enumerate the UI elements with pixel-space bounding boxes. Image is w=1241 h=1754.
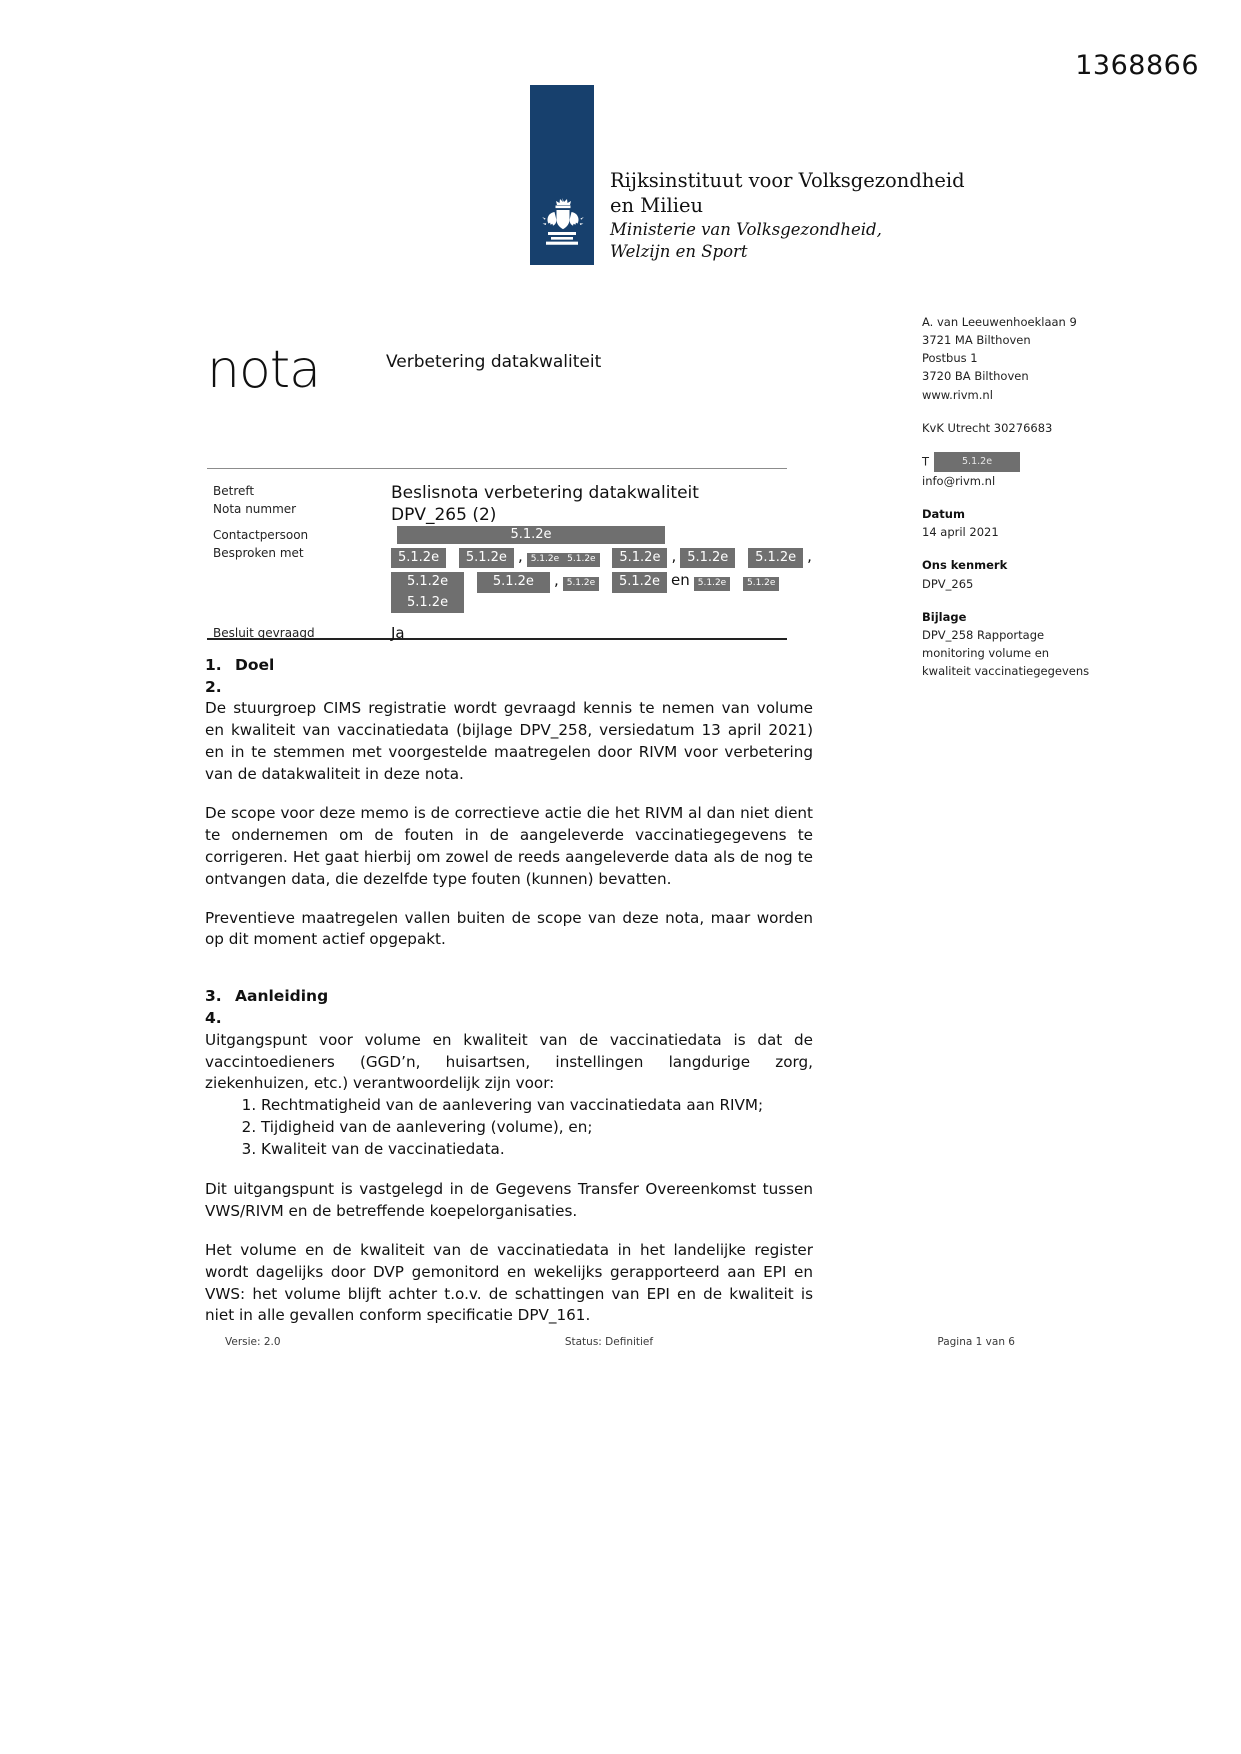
paragraph-4: Uitgangspunt voor volume en kwaliteit van de vaccinatiedata is dat de vaccintoedieners (GGD’n, huisartsen, instellingen langdurige zorg, ziekenhuizen, etc.) verantwoordelijk zijn voor: [205, 1030, 813, 1093]
kvk-block [922, 419, 1212, 437]
heading-aanleiding-number: 3. [205, 987, 222, 1006]
meta-row-betreft [213, 482, 813, 526]
meta-labels-betreft [213, 482, 391, 526]
datum-label: Datum [922, 507, 965, 522]
logo-line-3: Ministerie van Volksgezondheid, [610, 219, 882, 239]
redaction-gap [599, 571, 612, 589]
besproken-met-label: Besproken met [213, 546, 304, 561]
heading-doel [205, 655, 813, 677]
bijlage-label: Bijlage [922, 609, 967, 624]
paragraph-6: Het volume en de kwaliteit van de vaccinatiedata in het landelijke register wordt dagelijks door DVP gemonitord en wekelijks gerapporteerd aan EPI en VWS: het volume blijft achter t.o.v. de schattingen van EPI en de kwaliteit is niet in alle gevallen conform specificatie DPV_161. [205, 1240, 813, 1325]
paragraph-5: Dit uitgangspunt is vastgelegd in de Gegevens Transfer Overeenkomst tussen VWS/RIVM en de betreffende koepelorganisaties. [205, 1180, 813, 1220]
document-id: 1368866 [1075, 50, 1199, 81]
meta-labels-contact [213, 526, 391, 613]
address-block [922, 313, 1212, 404]
contactpersoon-redaction: 5.1.2e [397, 526, 665, 544]
redaction-chip: 5.1.2e [563, 553, 599, 567]
redaction-chip: 5.1.2e [563, 577, 599, 591]
comma-separator: , [807, 547, 812, 566]
phone-label: T [922, 454, 930, 469]
address-street: A. van Leeuwenhoeklaan 9 [922, 315, 1077, 329]
redaction-chip: 5.1.2e [391, 548, 446, 568]
redaction-chip: 5.1.2e [694, 577, 730, 591]
comma-separator: , [671, 547, 677, 566]
document-body [205, 655, 813, 1344]
logo-line-2: en Milieu [610, 194, 704, 218]
paragraph-3: Preventieve maatregelen vallen buiten de scope van deze nota, maar worden op dit moment actief opgepakt. [205, 908, 813, 949]
paragraph-2: De scope voor deze memo is de correctieve actie die het RIVM al dan niet dient te ondernemen om de fouten in de aangeleverde vaccinatiegegevens te corrigeren. Het gaat hierbij om zowel de reeds aangeleverde data als de nog te ontvangen data, die dezelfde type fouten (kunnen) bevatten. [205, 803, 813, 888]
address-postbus: Postbus 1 [922, 351, 978, 366]
datum-block [922, 505, 1212, 541]
meta-row-contact [213, 526, 813, 613]
footer-status: Status: Definitief [564, 1336, 654, 1348]
redaction-chip: 5.1.2e [459, 548, 514, 568]
conjunction-en: en [671, 571, 690, 590]
heading-number-2: 2. [205, 677, 222, 696]
kenmerk-label: Ons kenmerk [922, 558, 1008, 573]
divider-top [207, 468, 787, 469]
address-postbus-city: 3720 BA Bilthoven [922, 369, 1029, 384]
email-address: info@rivm.nl [922, 473, 996, 488]
redaction-chip: 5.1.2e [527, 553, 563, 567]
contactpersoon-label: Contactpersoon [213, 528, 309, 543]
footer-versie: Versie: 2.0 [225, 1336, 281, 1348]
bijlage-block [922, 608, 1212, 681]
meta-spacer [213, 613, 813, 624]
address-postcode-city: 3721 MA Bilthoven [922, 333, 1031, 348]
besproken-met-row-3 [391, 593, 816, 613]
bijlage-line-1: DPV_258 Rapportage [922, 627, 1045, 642]
redaction-chip: 5.1.2e [477, 572, 550, 592]
footer-pagina: Pagina 1 van 6 [937, 1336, 1015, 1348]
list-spacer [205, 1161, 813, 1179]
heading-aanleiding-text: Aanleiding [235, 987, 329, 1006]
meta-values-betreft [391, 482, 813, 526]
logo-line-4: Welzijn en Sport [610, 241, 748, 261]
page-footer [225, 1336, 1015, 1348]
meta-values-contact [391, 526, 816, 613]
phone-email-block [922, 452, 1212, 490]
comma-separator: , [553, 571, 559, 590]
responsibility-list [205, 1095, 813, 1161]
heading-doel-number: 1. [205, 656, 222, 674]
kenmerk-block [922, 556, 1212, 592]
contact-sidebar [922, 313, 1212, 695]
redaction-gap [600, 547, 613, 565]
redaction-chip: 5.1.2e [748, 548, 803, 568]
kenmerk-value: DPV_265 [922, 576, 974, 591]
logo-blue-bar [530, 85, 594, 265]
logo-line-1: Rijksinstituut voor Volksgezondheid [610, 169, 965, 193]
address-website: www.rivm.nl [922, 387, 993, 402]
betreft-label: Betreft [213, 484, 255, 498]
heading-aanleiding [205, 986, 813, 1008]
comma-separator: , [517, 547, 523, 566]
list-item: 3. Kwaliteit van de vaccinatiedata. [261, 1139, 813, 1161]
redaction-chip: 5.1.2e [680, 548, 735, 568]
redaction-chip: 5.1.2e [391, 572, 464, 592]
phone-redaction: 5.1.2e [934, 452, 1020, 472]
besluit-label: Besluit gevraagd [213, 625, 315, 640]
phone-row [922, 452, 1212, 472]
redaction-gap [735, 547, 748, 565]
paragraph-1: De stuurgroep CIMS registratie wordt gevraagd kennis te nemen van volume en kwaliteit van vaccinatiedata (bijlage DPV_258, versiedatum 13 april 2021) en in te stemmen met voorgestelde maatregelen door RIVM voor verbetering van de datakwaliteit in deze nota. [205, 699, 813, 784]
heading-doel-sub-number [205, 677, 813, 699]
redaction-gap [730, 571, 743, 589]
nota-nummer-label: Nota nummer [213, 502, 297, 516]
heading-number-4: 4. [205, 1008, 222, 1027]
redaction-chip: 5.1.2e [612, 572, 667, 592]
nota-nummer-value: DPV_265 (2) [391, 505, 497, 526]
bijlage-line-2: monitoring volume en [922, 646, 1050, 661]
page-title: nota [207, 340, 321, 400]
meta-row-besluit [213, 624, 813, 642]
redaction-chip: 5.1.2e [612, 548, 667, 568]
meta-table [213, 482, 813, 642]
redaction-chip: 5.1.2e [391, 593, 464, 613]
betreft-value: Beslisnota verbetering datakwaliteit [391, 483, 699, 503]
heading-aanleiding-sub-number [205, 1008, 813, 1030]
besproken-met-row-1 [391, 544, 816, 568]
list-item: 1. Rechtmatigheid van de aanlevering van vaccinatiedata aan RIVM; [261, 1095, 813, 1117]
datum-value: 14 april 2021 [922, 525, 999, 540]
redaction-gap [446, 547, 459, 565]
rivm-logo [530, 85, 965, 265]
list-item: 2. Tijdigheid van de aanlevering (volume), en; [261, 1117, 813, 1139]
heading-doel-text: Doel [235, 656, 275, 674]
page-subtitle: Verbetering datakwaliteit [386, 352, 602, 372]
besluit-value: Ja [391, 623, 405, 642]
besproken-met-row-2 [391, 568, 816, 592]
section-spacer [205, 968, 813, 986]
redaction-gap [464, 571, 477, 589]
bijlage-line-3: kwaliteit vaccinatiegegevens [922, 664, 1090, 679]
redaction-chip: 5.1.2e [743, 577, 779, 591]
dutch-coat-of-arms-icon [536, 196, 588, 252]
kvk-number: KvK Utrecht 30276683 [922, 420, 1053, 435]
